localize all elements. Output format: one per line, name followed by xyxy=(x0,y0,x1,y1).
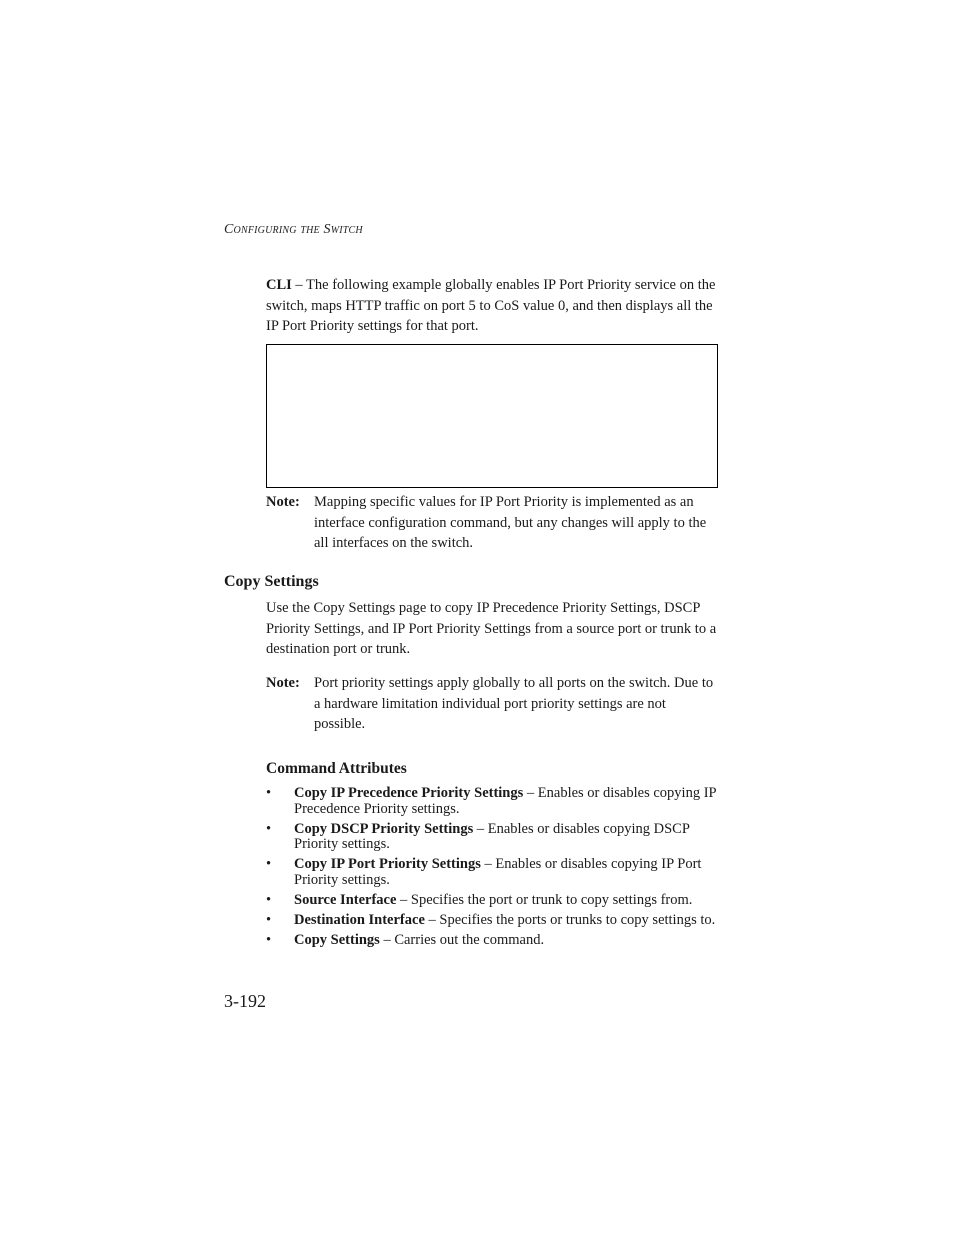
list-item xyxy=(266,857,718,888)
list-item xyxy=(266,913,718,929)
cli-text: – The following example globally enables IP Port Priority service on the switch, maps HTTP traffic on port 5 to CoS value 0, and then displays all the IP Port Priority settings for that port. xyxy=(266,277,716,334)
attribute-term: Copy Settings xyxy=(294,931,380,948)
bullet-icon: • xyxy=(266,785,272,801)
attribute-term: Copy IP Port Priority Settings xyxy=(294,856,481,872)
attribute-description: – Enables or disables copying DSCP Priority settings. xyxy=(294,820,690,852)
note-port-priority-mapping xyxy=(266,492,718,554)
attribute-term: Copy IP Precedence Priority Settings xyxy=(294,785,524,801)
attribute-term: Source Interface xyxy=(294,891,397,908)
bullet-icon: • xyxy=(266,891,272,908)
attribute-description: – Enables or disables copying IP Precedence Priority settings. xyxy=(294,785,717,817)
cli-paragraph xyxy=(266,275,718,337)
attribute-description: – Specifies the ports or trunks to copy settings to. xyxy=(424,911,716,928)
list-item xyxy=(266,786,718,817)
note-port-priority-global xyxy=(266,673,718,735)
running-header: Configuring the Switch xyxy=(224,222,363,237)
cli-example-box xyxy=(266,344,718,488)
bullet-icon: • xyxy=(266,856,272,872)
note-label: Note: xyxy=(266,675,300,691)
attribute-term: Destination Interface xyxy=(294,911,425,928)
note-label: Note: xyxy=(266,494,300,510)
page-number: 3-192 xyxy=(224,991,266,1011)
bullet-icon: • xyxy=(266,820,272,837)
bullet-icon: • xyxy=(266,931,272,948)
note-text: Mapping specific values for IP Port Priority is implemented as an interface configuration command, but any changes will apply to the all interfaces on the switch. xyxy=(314,494,707,551)
list-item xyxy=(266,822,718,853)
copy-settings-intro: Use the Copy Settings page to copy IP Precedence Priority Settings, DSCP Priority Settings, and IP Port Priority Settings from a source port or trunk to a destination port or trunk. xyxy=(266,600,717,657)
bullet-icon: • xyxy=(266,911,272,928)
note-text: Port priority settings apply globally to all ports on the switch. Due to a hardware limitation individual port priority settings are not possible. xyxy=(314,675,714,732)
list-item xyxy=(266,893,718,909)
cli-label: CLI xyxy=(266,277,292,293)
attribute-description: – Carries out the command. xyxy=(379,931,545,948)
attribute-description: – Specifies the port or trunk to copy settings from. xyxy=(396,891,693,908)
attribute-term: Copy DSCP Priority Settings xyxy=(294,820,474,837)
attribute-description: – Enables or disables copying IP Port Priority settings. xyxy=(294,856,702,888)
command-attributes-heading: Command Attributes xyxy=(266,760,407,777)
command-attributes-list xyxy=(266,786,718,953)
list-item xyxy=(266,933,718,949)
section-heading-copy-settings: Copy Settings xyxy=(224,573,319,590)
